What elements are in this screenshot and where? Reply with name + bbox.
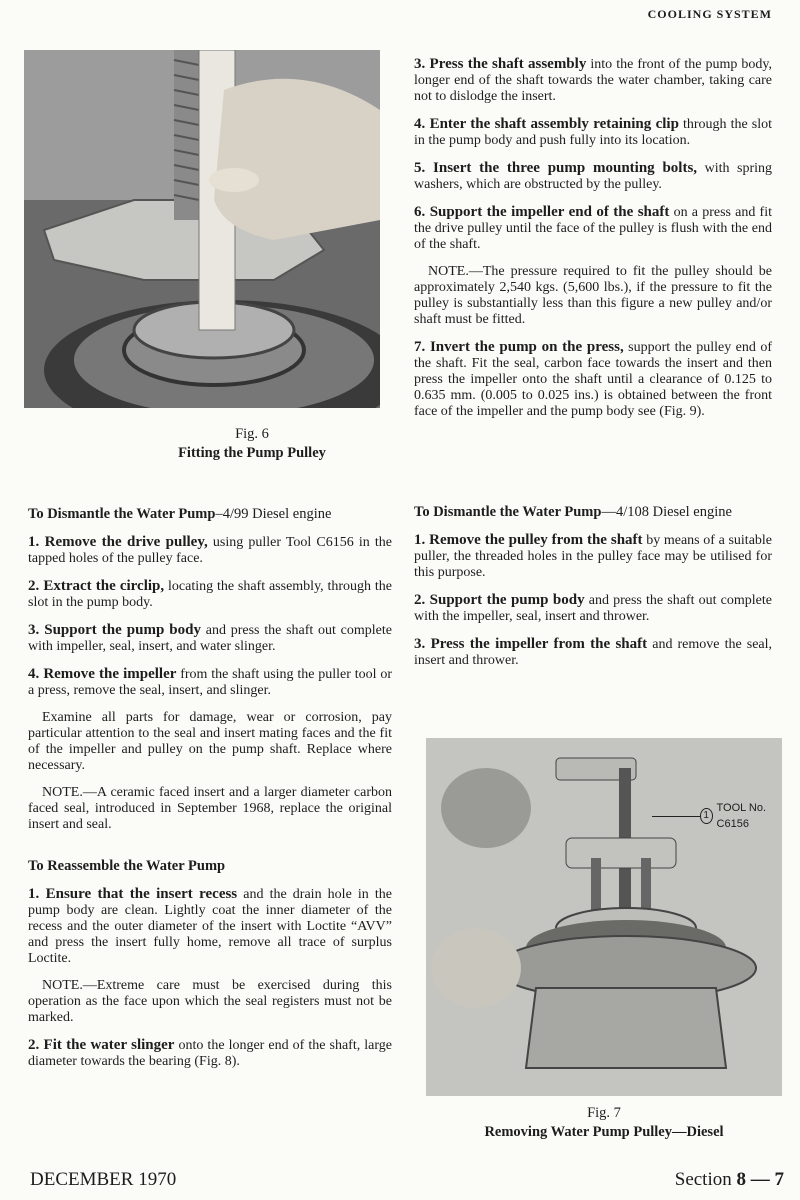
dismantle-499-step-4: 4. Remove the impeller from the shaft using the puller tool or a press, remove the seal, insert, and slinger.	[28, 666, 392, 698]
reassemble-step-5: 5. Insert the three pump mounting bolts, with spring washers, which are obstructed by the pulley.	[414, 160, 772, 192]
reassemble-step-4: 4. Enter the shaft assembly retaining clip through the slot in the pump body and push fully into its location.	[414, 116, 772, 148]
footer-date: DECEMBER 1970	[30, 1169, 177, 1190]
note-pressure: NOTE.—The pressure required to fit the pulley should be approximately 2,540 kgs. (5,600 lbs.), if the pressure to fit the pulley is substantially less than this figure a new pulley and/or shaft must be fitted.	[414, 264, 772, 327]
dismantle-499-heading: To Dismantle the Water Pump–4/99 Diesel engine	[28, 506, 332, 522]
puller-tool-illustration	[426, 738, 782, 1096]
reassemble-step-6: 6. Support the impeller end of the shaft on a press and fit the drive pulley until the face of the pulley is flush with the end of the shaft.	[414, 204, 772, 252]
reassemble-step-3: 3. Press the shaft assembly into the front of the pump body, longer end of the shaft towards the water chamber, taking care not to dislodge the insert.	[414, 56, 772, 104]
tool-callout	[652, 800, 782, 832]
fig7-photo	[426, 738, 782, 1096]
pump-pulley-illustration	[24, 50, 380, 408]
reassemble-step-1: 1. Ensure that the insert recess and the drain hole in the pump body are clean. Lightly coat the inner diameter of the recess and the outer diameter of the insert with Loctite “AVV” and press the insert fully home, remove all trace of surplus Loctite.	[28, 886, 393, 966]
dismantle-499-step-1: 1. Remove the drive pulley, using puller Tool C6156 in the tapped holes of the pulley face.	[28, 534, 392, 566]
dismantle-499-step-3: 3. Support the pump body and press the shaft out complete with impeller, seal, insert, and water slinger.	[28, 622, 392, 654]
dismantle-499-step-2: 2. Extract the circlip, locating the shaft assembly, through the slot in the pump body.	[28, 578, 393, 610]
section-header: COOLING SYSTEM	[647, 7, 772, 21]
reassemble-step-7: 7. Invert the pump on the press, support the pulley end of the shaft. Fit the seal, carbon face towards the insert and then press the impeller onto the shaft until a clearance of 0.125 to 0.635 mm. (0.005 to 0.025 ins.) is obtained between the front face of the impeller and the pump body see (Fig. 9).	[414, 339, 772, 419]
fig6-photo	[24, 50, 380, 408]
right-column-top	[414, 56, 772, 431]
fig6-title: Fitting the Pump Pulley	[178, 445, 326, 461]
callout-number: 1	[700, 808, 713, 824]
footer-section	[674, 1169, 784, 1190]
note-ceramic-insert: NOTE.—A ceramic faced insert and a larger diameter carbon faced seal, introduced in September 1968, replace the original insert and seal.	[28, 785, 392, 832]
fig7-label: Fig. 7	[587, 1105, 621, 1121]
reassemble-heading: To Reassemble the Water Pump	[28, 858, 226, 874]
dismantle-4108-step-3: 3. Press the impeller from the shaft and remove the seal, insert and thrower.	[414, 636, 773, 668]
fig7-caption	[426, 1104, 782, 1142]
fig7-title: Removing Water Pump Pulley—Diesel	[484, 1124, 724, 1140]
section-label: Section	[674, 1169, 732, 1190]
callout-label: TOOL No. C6156	[716, 802, 767, 830]
examine-paragraph: Examine all parts for damage, wear or corrosion, pay particular attention to the seal and insert mating faces and the fit of the impeller and pulley on the pump shaft. Replace where necessary.	[28, 710, 392, 773]
dismantle-4108-step-1: 1. Remove the pulley from the shaft by means of a suitable puller, the threaded holes in the pulley face may be utilised for this purpose.	[414, 532, 773, 580]
dismantle-4108-heading: To Dismantle the Water Pump—4/108 Diesel engine	[414, 504, 732, 520]
right-column-dismantle	[414, 504, 772, 680]
fig6-label: Fig. 6	[235, 426, 269, 442]
reassemble-step-2: 2. Fit the water slinger onto the longer end of the shaft, large diameter towards the bearing (Fig. 8).	[28, 1037, 392, 1069]
section-number: 8 — 7	[736, 1169, 784, 1190]
note-extreme-care: NOTE.—Extreme care must be exercised during this operation as the face upon which the seal registers must not be marked.	[28, 978, 392, 1025]
fig6-caption	[24, 425, 480, 463]
left-column	[28, 506, 392, 1081]
dismantle-4108-step-2: 2. Support the pump body and press the shaft out complete with the impeller, seal, insert and thrower.	[414, 592, 772, 624]
